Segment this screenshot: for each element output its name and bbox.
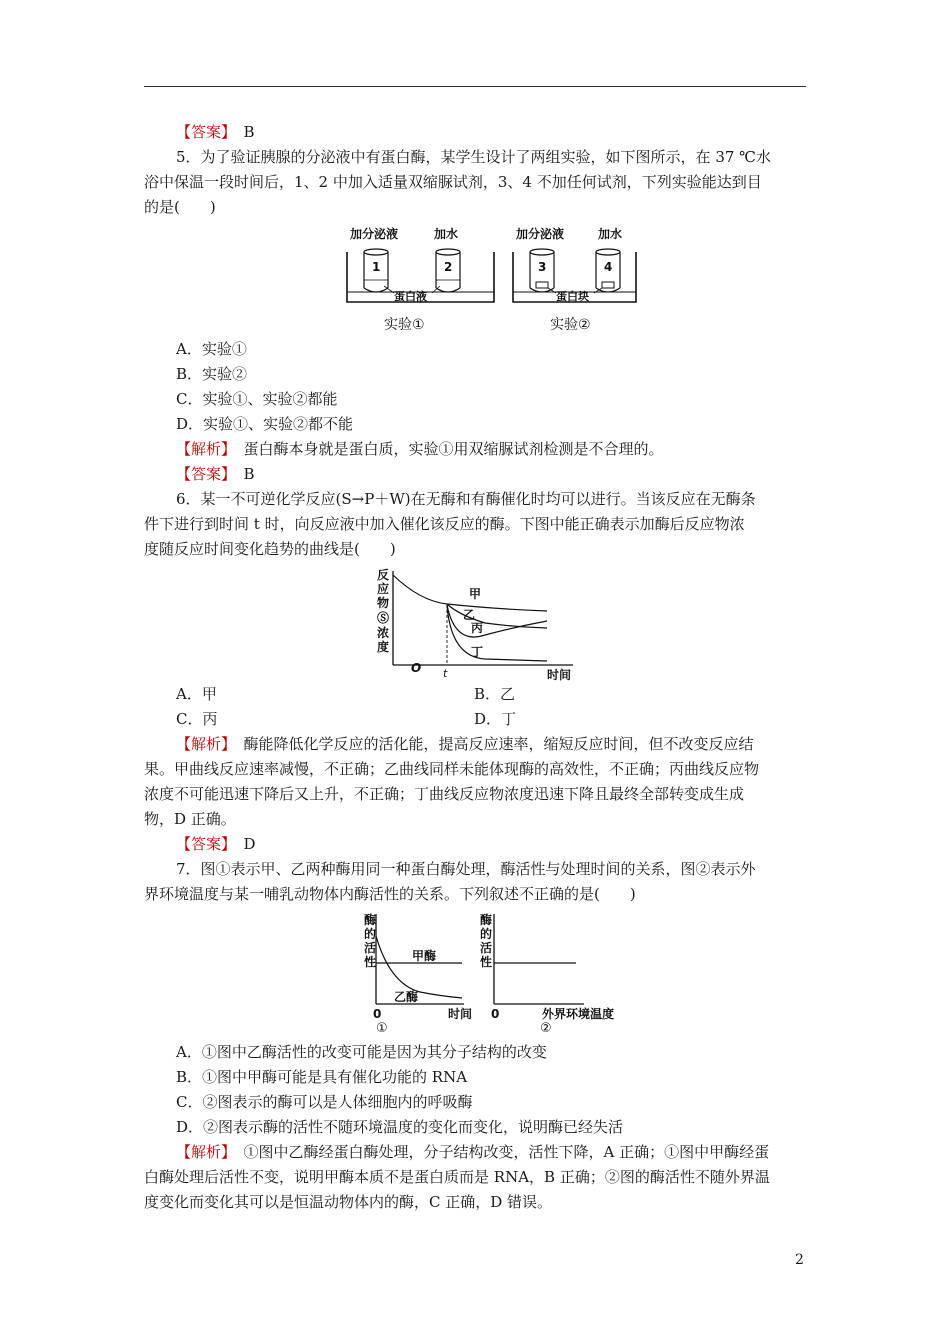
q7-graph-2 xyxy=(480,912,614,1034)
svg-text:4: 4 xyxy=(604,260,613,274)
q5-option-b: B．实验② xyxy=(176,365,248,383)
q6-option-d: D．丁 xyxy=(474,710,517,728)
svg-text:度: 度 xyxy=(377,640,390,654)
svg-text:甲酶: 甲酶 xyxy=(412,949,437,963)
q7-option-d: D．②图表示酶的活性不随环境温度的变化而变化，说明酶已经失活 xyxy=(176,1118,624,1136)
q5-analysis: 【解析】 蛋白酶本身就是蛋白质，实验①用双缩脲试剂检测是不合理的。 xyxy=(176,440,664,458)
svg-text:加水: 加水 xyxy=(434,227,459,241)
svg-text:甲: 甲 xyxy=(469,587,482,601)
q5-option-a: A．实验① xyxy=(176,340,247,358)
svg-text:蛋白液: 蛋白液 xyxy=(394,290,427,303)
q6-option-b: B．乙 xyxy=(474,685,516,703)
header-rule xyxy=(144,86,806,87)
svg-text:性: 性 xyxy=(364,955,377,969)
q6-option-a: A．甲 xyxy=(176,685,217,703)
svg-text:活: 活 xyxy=(364,941,377,955)
q7-stem-line-2: 界环境温度与某一哺乳动物体内酶活性的关系。下列叙述不正确的是( ) xyxy=(144,885,636,903)
svg-text:蛋白块: 蛋白块 xyxy=(556,290,589,303)
q7-enzyme-activity-graphs xyxy=(360,910,630,1034)
q6-analysis-line-2: 果。甲曲线反应速率减慢，不正确；乙曲线同样未能体现酶的高效性，不正确；丙曲线反应物 xyxy=(144,760,760,778)
q7-stem-line-1: 7．图①表示甲、乙两种酶用同一种蛋白酶处理，酶活性与处理时间的关系，图②表示外 xyxy=(176,860,756,878)
svg-text:性: 性 xyxy=(480,955,493,969)
svg-text:的: 的 xyxy=(364,927,377,941)
svg-text:活: 活 xyxy=(480,941,493,955)
svg-text:加水: 加水 xyxy=(598,227,623,241)
q5-answer: 【答案】 B xyxy=(176,465,255,483)
q6-option-c: C．丙 xyxy=(176,710,218,728)
svg-text:2: 2 xyxy=(444,260,453,274)
svg-text:①: ① xyxy=(376,1021,388,1034)
svg-text:物: 物 xyxy=(377,596,390,610)
q7-graph-1 xyxy=(364,912,472,1034)
svg-text:乙: 乙 xyxy=(463,608,476,622)
q6-stem-line-2: 件下进行到时间 t 时，向反应液中加入催化该反应的酶。下图中能正确表示加酶后反应物浓 xyxy=(144,515,745,533)
q7-analysis-line-2: 白酶处理后活性不变，说明甲酶本质不是蛋白质而是 RNA，B 正确；②图的酶活性不随外界温 xyxy=(144,1168,770,1186)
svg-text:3: 3 xyxy=(538,260,547,274)
q6-analysis-line-3: 浓度不可能迅速下降后又上升，不正确；丁曲线反应物浓度迅速下降且最终全部转变成生成 xyxy=(144,785,745,803)
q7-option-a: A．①图中乙酶活性的改变可能是因为其分子结构的改变 xyxy=(176,1043,547,1061)
svg-text:丁: 丁 xyxy=(471,645,484,659)
q7-analysis-line-3: 度变化而变化其可以是恒温动物体内的酶，C 正确，D 错误。 xyxy=(144,1193,553,1211)
experiment-2-diagram xyxy=(513,226,636,333)
q5-stem-line-2: 浴中保温一段时间后，1、2 中加入适量双缩脲试剂，3、4 不加任何试剂，下列实验能达到目 xyxy=(144,173,762,191)
svg-text:反: 反 xyxy=(377,568,390,582)
q7-option-b: B．①图中甲酶可能是具有催化功能的 RNA xyxy=(176,1068,468,1086)
q5-option-c: C．实验①、实验②都能 xyxy=(176,390,338,408)
svg-text:②: ② xyxy=(540,1021,552,1034)
svg-text:Ⓢ: Ⓢ xyxy=(377,611,390,625)
svg-text:时间: 时间 xyxy=(448,1007,473,1021)
svg-text:酶: 酶 xyxy=(480,913,493,927)
svg-text:实验①: 实验① xyxy=(384,317,425,333)
svg-text:浓: 浓 xyxy=(377,626,390,640)
svg-text:t: t xyxy=(443,667,448,680)
q5-stem-line-1: 5．为了验证胰腺的分泌液中有蛋白酶，某学生设计了两组实验，如下图所示，在 37 ℃水 xyxy=(176,148,771,166)
svg-text:0: 0 xyxy=(491,1007,500,1021)
svg-text:加分泌液: 加分泌液 xyxy=(516,227,565,241)
svg-text:丙: 丙 xyxy=(471,621,484,635)
q6-analysis-line-1: 【解析】 酶能降低化学反应的活化能，提高反应速率，缩短反应时间，但不改变反应结 xyxy=(176,735,754,753)
svg-text:外界环境温度: 外界环境温度 xyxy=(542,1007,615,1021)
q5-option-d: D．实验①、实验②都不能 xyxy=(176,415,354,433)
svg-text:O: O xyxy=(411,661,422,675)
q7-analysis-line-1: 【解析】 ①图中乙酶经蛋白酶处理，分子结构改变，活性下降，A 正确；①图中甲酶经蛋 xyxy=(176,1143,770,1161)
svg-text:酶: 酶 xyxy=(364,913,377,927)
svg-text:乙酶: 乙酶 xyxy=(394,990,419,1004)
q4-answer: 【答案】 B xyxy=(176,123,255,141)
q6-analysis-line-4: 物，D 正确。 xyxy=(144,810,236,828)
svg-text:0: 0 xyxy=(373,1007,382,1021)
q6-answer: 【答案】 D xyxy=(176,835,256,853)
q5-experiment-figure xyxy=(340,222,640,337)
svg-text:实验②: 实验② xyxy=(550,317,591,333)
q5-stem-line-3: 的是( ) xyxy=(144,198,216,216)
q7-option-c: C．②图表示的酶可以是人体细胞内的呼吸酶 xyxy=(176,1093,473,1111)
q6-stem-line-3: 度随反应时间变化趋势的曲线是( ) xyxy=(144,540,396,558)
experiment-1-diagram xyxy=(347,226,494,333)
svg-text:1: 1 xyxy=(372,260,381,274)
q6-concentration-graph xyxy=(375,565,585,683)
svg-text:的: 的 xyxy=(480,927,493,941)
svg-text:加分泌液: 加分泌液 xyxy=(350,227,399,241)
q6-stem-line-1: 6．某一不可逆化学反应(S→P＋W)在无酶和有酶催化时均可以进行。当该反应在无酶条 xyxy=(176,490,756,508)
page-number: 2 xyxy=(795,1252,804,1268)
svg-text:时间: 时间 xyxy=(547,668,572,682)
svg-text:应: 应 xyxy=(377,582,390,596)
